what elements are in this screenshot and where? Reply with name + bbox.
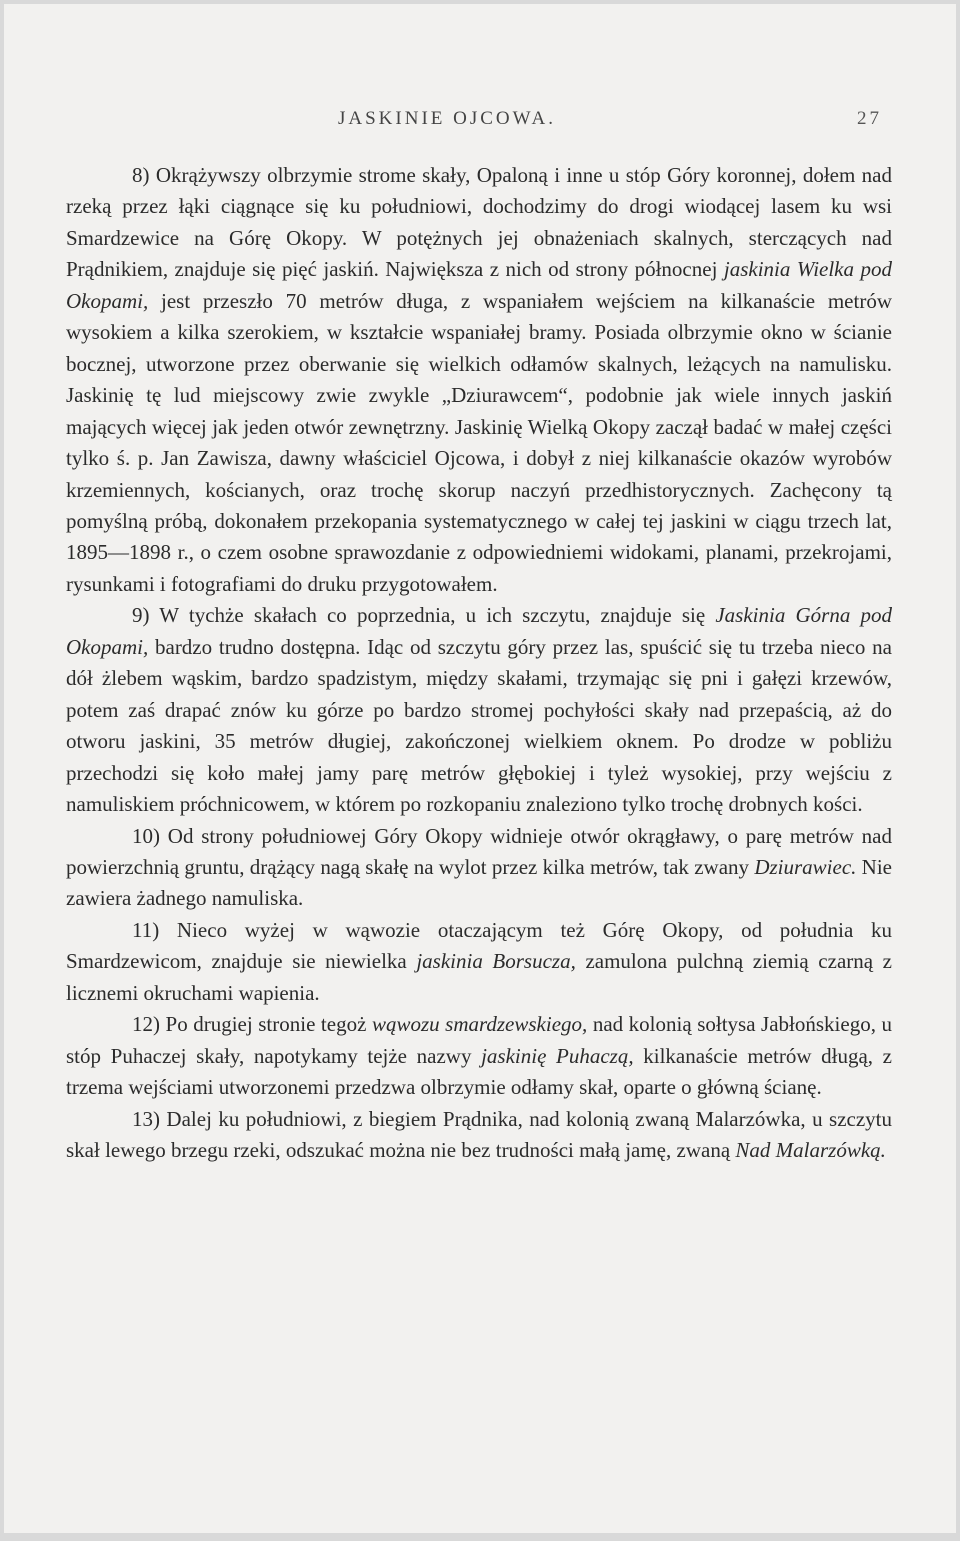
paragraph-11 bbox=[66, 915, 892, 1009]
paragraph-text: jest przeszło 70 metrów długa, z wspaniałem wejściem na kilkanaście metrów wysokiem a kilka szerokiem, w kształcie wspaniałej bramy. Posiada olbrzymie okno w ścianie bocznej, utworzone przez oberwanie się wielkich odłamów skalnych, leżących na namulisku. Jaskinię tę lud miejscowy zwie zwykle „Dziurawcem“, podobnie jak wiele innych jaskiń mających więcej jak jeden otwór zewnętrzny. Jaskinię Wielką Okopy zaczął badać w małej części tylko ś. p. Jan Zawisza, dawny właściciel Ojcowa, i dobył z niej kilkanaście okazów wyrobów krzemiennych, kościanych, oraz trochę skorup naczyń przedhistorycznych. Zachęcony tą pomyślną próbą, dokonałem przekopania systematycznego w całej tej jaskini w ciągu trzech lat, 1895—1898 r., o czem osobne sprawozdanie z odpowiedniemi widokami, planami, przekrojami, rysunkami i fotografiami do druku przygotowałem. bbox=[66, 288, 892, 596]
running-title: JASKINIE OJCOWA. bbox=[338, 108, 556, 129]
paragraph-9 bbox=[66, 600, 892, 820]
page-body bbox=[66, 160, 892, 1167]
paragraph-text: bardzo trudno dostępna. Idąc od szczytu góry przez las, spuścić się tu trzeba nieco na dół żlebem wąskim, bardzo spadzistym, między skałami, trzymając się pni i gałęzi krzewów, potem zaś drapać znów ku górze po bardzo stromej pochyłości skały nad przepaścią, aż do otworu jaskini, 35 metrów długiej, zakończonej wielkiem oknem. Po drodze w pobliżu przechodzi się koło małej jamy parę metrów głębokiej i tyleż wysokiej, przy wejściu z namuliskiem próchnicowem, w którem po rozkopaniu znaleziono tylko trochę drobnych kości. bbox=[66, 634, 892, 817]
cave-name-puhacza: jaskinię Puhaczą, bbox=[481, 1043, 634, 1068]
paragraph-10 bbox=[66, 821, 892, 915]
paragraph-text: kilkanaście metrów długą, z trzema wejściami utworzonemi przedzwa olbrzymie odłamy skał, oparte o główną ścianę. bbox=[66, 1043, 892, 1100]
cave-name-borsucza: jaskinia Borsucza, bbox=[416, 949, 576, 974]
paragraph-text: 13) Dalej ku południowi, z biegiem Prądnika, nad kolonią zwaną Malarzówka, u szczytu skał lewego brzegu rzeki, odszukać można nie bez trudności małą jamę, zwaną bbox=[66, 1106, 892, 1163]
cave-name-gorna: Jaskinia Górna pod Okopami, bbox=[66, 603, 892, 659]
paragraph-12 bbox=[66, 1009, 892, 1103]
paragraph-text: zamulona pulchną ziemią czarną z licznemi okruchami wapienia. bbox=[66, 949, 892, 1005]
book-page bbox=[4, 4, 956, 1533]
paragraph-text: 10) Od strony południowej Góry Okopy widnieje otwór okrągławy, o parę metrów nad powierzchnią gruntu, drążący nagą skałę na wylot przez kilka metrów, tak zwany bbox=[66, 823, 892, 879]
paragraph-text: 12) Po drugiej stronie tegoż bbox=[132, 1012, 372, 1037]
cave-name-dziurawiec: Dziurawiec. bbox=[754, 854, 857, 879]
paragraph-text: 8) Okrążywszy olbrzymie strome skały, Opaloną i inne u stóp Góry koronnej, dołem nad rzeką przez łąki ciągnące się ku południowi, dochodzimy do drogi wiodącej lasem ku wsi Smardzewice na Górę Okopy. W potężnych jej obnażeniach skalnych, sterczących nad Prądnikiem, znajduje się pięć jaskiń. Największa z nich od strony północnej bbox=[66, 163, 892, 282]
paragraph-13 bbox=[66, 1104, 892, 1167]
paragraph-8 bbox=[66, 160, 892, 600]
cave-name-malarzowka: Nad Malarzówką. bbox=[735, 1138, 886, 1163]
paragraph-text: 9) W tychże skałach co poprzednia, u ich szczytu, znajduje się bbox=[132, 603, 716, 628]
paragraph-text: nad kolonią sołtysa Jabłońskiego, u stóp Puhaczej skały, napotykamy tejże nazwy bbox=[66, 1012, 892, 1068]
page-number: 27 bbox=[857, 108, 882, 129]
paragraph-text: Nie zawiera żadnego namuliska. bbox=[66, 854, 892, 911]
cave-name-wielka: jaskinia Wielka pod Okopami, bbox=[66, 257, 892, 313]
ravine-name-smardzewski: wąwozu smardzewskiego, bbox=[371, 1012, 588, 1037]
paragraph-text: 11) Nieco wyżej w wąwozie otaczającym też Górę Okopy, od południa ku Smardzewicom, znajduje sie niewielka bbox=[66, 917, 892, 974]
running-head bbox=[4, 108, 956, 132]
